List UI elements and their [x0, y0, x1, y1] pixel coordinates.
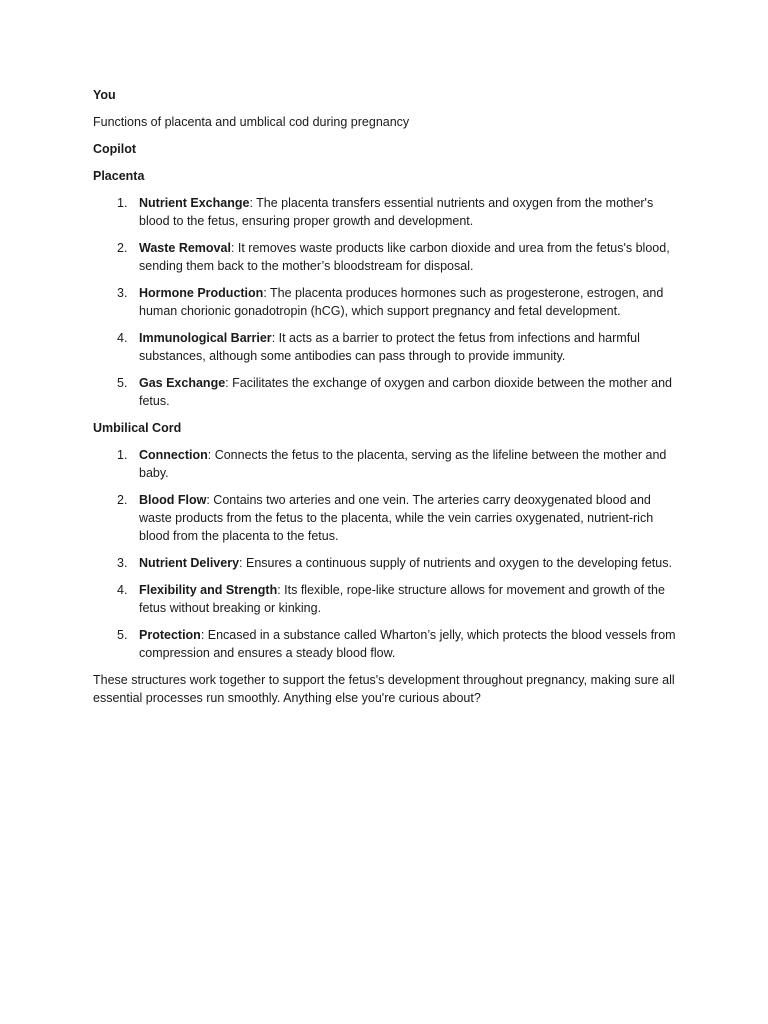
- list-item: [93, 446, 677, 482]
- list-item: [93, 554, 677, 572]
- list-item: [93, 626, 677, 662]
- list-number: 5.: [117, 376, 128, 390]
- list-text: : Facilitates the exchange of oxygen and carbon dioxide between the mother and fetus.: [139, 376, 672, 408]
- placenta-list: [93, 194, 677, 410]
- list-term: Hormone Production: [139, 286, 264, 300]
- list-term: Flexibility and Strength: [139, 583, 278, 597]
- list-item: [93, 239, 677, 275]
- list-item: [93, 194, 677, 230]
- list-term: Gas Exchange: [139, 376, 226, 390]
- document-page: [93, 86, 677, 716]
- list-item: [93, 374, 677, 410]
- list-number: 5.: [117, 628, 128, 642]
- list-item: [93, 491, 677, 545]
- list-text: : Encased in a substance called Wharton’s jelly, which protects the blood vessels from compression and ensures a steady blood flow.: [139, 628, 676, 660]
- list-number: 4.: [117, 331, 128, 345]
- user-label: You: [93, 88, 116, 102]
- list-number: 4.: [117, 583, 128, 597]
- list-number: 1.: [117, 448, 128, 462]
- list-text: : It removes waste products like carbon dioxide and urea from the fetus's blood, sending them back to the mother’s bloodstream for disposal.: [139, 241, 670, 273]
- list-item: [93, 329, 677, 365]
- list-term: Connection: [139, 448, 208, 462]
- list-term: Protection: [139, 628, 201, 642]
- list-item: [93, 284, 677, 320]
- closing-paragraph: These structures work together to support the fetus's development throughout pregnancy, making sure all essential processes run smoothly. Anything else you're curious about?: [93, 673, 675, 705]
- umbilical-heading: Umbilical Cord: [93, 421, 182, 435]
- list-text: : It acts as a barrier to protect the fetus from infections and harmful substances, although some antibodies can pass through to provide immunity.: [139, 331, 640, 363]
- list-text: : The placenta transfers essential nutrients and oxygen from the mother's blood to the fetus, ensuring proper growth and development.: [139, 196, 654, 228]
- user-message: Functions of placenta and umblical cod during pregnancy: [93, 115, 410, 129]
- assistant-label: Copilot: [93, 142, 137, 156]
- list-text: : The placenta produces hormones such as progesterone, estrogen, and human chorionic gonadotropin (hCG), which support pregnancy and fetal development.: [139, 286, 664, 318]
- list-text: : Ensures a continuous supply of nutrients and oxygen to the developing fetus.: [239, 556, 672, 570]
- list-number: 3.: [117, 556, 128, 570]
- list-term: Waste Removal: [139, 241, 231, 255]
- list-term: Blood Flow: [139, 493, 207, 507]
- list-number: 1.: [117, 196, 128, 210]
- list-item: [93, 581, 677, 617]
- list-text: : Connects the fetus to the placenta, serving as the lifeline between the mother and baby.: [139, 448, 667, 480]
- list-term: Immunological Barrier: [139, 331, 272, 345]
- placenta-heading: Placenta: [93, 169, 145, 183]
- list-number: 2.: [117, 241, 128, 255]
- list-number: 3.: [117, 286, 128, 300]
- list-text: : Its flexible, rope-like structure allows for movement and growth of the fetus without breaking or kinking.: [139, 583, 665, 615]
- list-term: Nutrient Exchange: [139, 196, 250, 210]
- list-number: 2.: [117, 493, 128, 507]
- list-text: : Contains two arteries and one vein. The arteries carry deoxygenated blood and waste products from the fetus to the placenta, while the vein carries oxygenated, nutrient-rich blood from the placenta to the fetus.: [139, 493, 654, 543]
- umbilical-list: [93, 446, 677, 662]
- list-term: Nutrient Delivery: [139, 556, 240, 570]
